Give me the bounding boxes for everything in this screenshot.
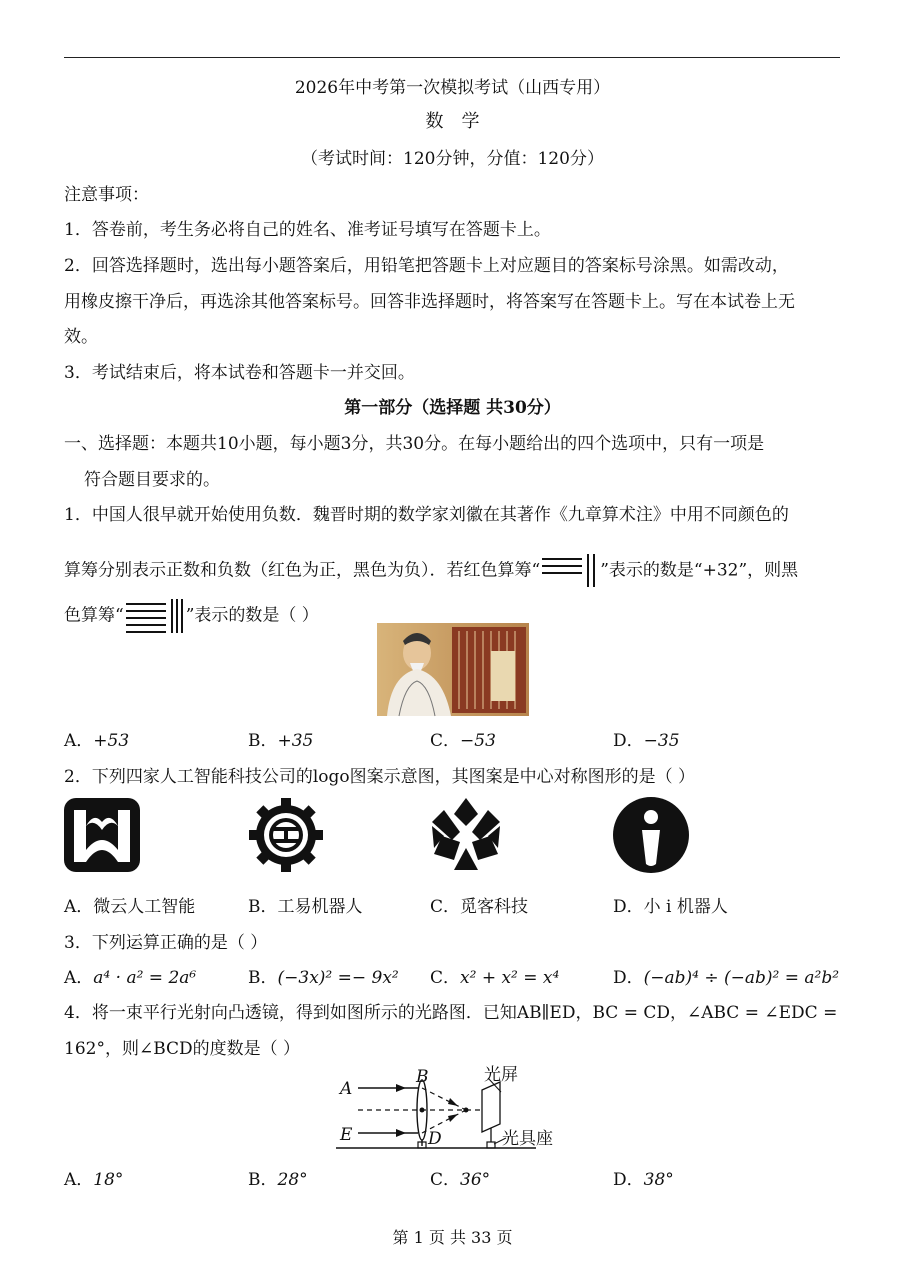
option-value: 小 i 机器人 [643,897,728,917]
q1-stem-line-3a: 色算筹“ [64,605,124,626]
option-letter: D． [613,968,644,988]
q3-stem: 3．下列运算正确的是（ ） [64,933,268,953]
q4-option-b[interactable] [248,1165,308,1190]
option-value: x² + x² = x⁴ [460,968,560,988]
q1-stem-line-2b: ”表示的数是“+32”，则黑 [600,560,799,581]
red-rods-icon [540,553,600,589]
q2-option-b[interactable] [248,892,363,917]
option-letter: A． [64,968,94,988]
option-letter: B． [248,897,278,917]
weiyun-logo-icon [64,798,140,872]
part1-heading: 第一部分（选择题 共30分） [344,398,561,418]
q1-option-a[interactable] [64,726,129,751]
liu-hui-portrait [377,623,529,716]
option-letter: B． [248,731,278,751]
label-a: A [340,1079,353,1099]
mike-logo-icon [430,796,502,872]
q2-stem: 2．下列四家人工智能科技公司的logo图案示意图，其图案是中心对称图形的是（ ） [64,767,696,787]
note-2-line-3: 效。 [64,327,98,347]
q1-stem-line-2 [64,553,798,589]
option-value: −35 [643,731,680,751]
label-d: D [428,1129,442,1149]
option-value: 微云人工智能 [93,897,196,917]
note-3: 3．考试结束后，将本试卷和答题卡一并交回。 [64,363,415,383]
option-letter: D． [613,731,644,751]
option-letter: A． [64,731,94,751]
option-value: −53 [460,731,496,751]
option-value: 工易机器人 [277,897,363,917]
label-b: B [416,1067,429,1087]
exam-title: 2026年中考第一次模拟考试（山西专用） [294,78,611,98]
q1-option-b[interactable] [248,726,313,751]
option-letter: C． [430,731,461,751]
note-2-line-1: 2．回答选择题时，选出每小题答案后，用铅笔把答题卡上对应题目的答案标号涂黑。如需改动， [64,256,789,276]
part1-intro-line-2: 符合题目要求的。 [84,470,220,490]
q1-stem-line-3 [64,598,319,634]
q4-option-a[interactable] [64,1165,123,1190]
label-screen: 光屏 [484,1065,518,1085]
option-value: +53 [93,731,130,751]
option-letter: C． [430,968,461,988]
q2-option-d[interactable] [613,892,728,917]
label-bench: 光具座 [502,1129,553,1149]
notes-heading: 注意事项： [64,185,149,205]
option-value: (−ab)⁴ ÷ (−ab)² = a²b² [643,968,840,988]
gongyi-logo-icon [247,796,325,874]
option-value: 18° [93,1170,124,1190]
q1-stem-line-3b: ”表示的数是（ ） [185,605,319,626]
q3-option-c[interactable] [430,963,559,988]
q1-option-c[interactable] [430,726,496,751]
q3-option-b[interactable] [248,963,399,988]
black-rods-icon [124,598,186,634]
page-footer: 第 1 页 共 33 页 [392,1228,513,1247]
q4-stem-line-2: 162°，则∠BCD的度数是（ ） [64,1039,301,1059]
option-value: 觅客科技 [460,897,529,917]
q1-stem-line-2a: 算筹分别表示正数和负数（红色为正，黑色为负）．若红色算筹“ [64,560,541,581]
q4-option-c[interactable] [430,1165,490,1190]
part1-intro-line-1: 一、选择题：本题共10小题，每小题3分，共30分。在每小题给出的四个选项中，只有一项是 [64,434,765,454]
note-1: 1．答卷前，考生务必将自己的姓名、准考证号填写在答题卡上。 [64,220,551,240]
light-screen [482,1082,500,1132]
q2-option-a[interactable] [64,892,195,917]
subject-title: 数 学 [425,111,480,132]
option-value: 28° [277,1170,308,1190]
option-value: +35 [277,731,314,751]
option-letter: C． [430,897,461,917]
option-letter: C． [430,1170,461,1190]
optics-figure [336,1064,576,1156]
option-value: (−3x)² =− 9x² [277,968,399,988]
option-letter: D． [613,1170,644,1190]
q3-option-d[interactable] [613,963,839,988]
option-value: 38° [643,1170,674,1190]
option-letter: A． [64,1170,94,1190]
option-value: a⁴ · a² = 2a⁶ [93,968,197,988]
option-letter: B． [248,1170,278,1190]
label-e: E [340,1125,353,1145]
note-2-line-2: 用橡皮擦干净后，再选涂其他答案标号。回答非选择题时，将答案写在答题卡上。写在本试卷上无 [64,292,795,312]
q2-option-c[interactable] [430,892,528,917]
q1-stem-line-1: 1．中国人很早就开始使用负数．魏晋时期的数学家刘徽在其著作《九章算术注》中用不同颜色的 [64,505,789,525]
q3-option-a[interactable] [64,963,196,988]
option-letter: D． [613,897,644,917]
option-letter: A． [64,897,94,917]
exam-info: （考试时间：120分钟，分值：120分） [301,149,604,169]
xiaoi-logo-icon [612,796,690,874]
q1-option-d[interactable] [613,726,680,751]
q4-stem-line-1: 4．将一束平行光射向凸透镜，得到如图所示的光路图．已知AB∥ED，BC = CD，∠ABC = ∠EDC = [64,1003,838,1023]
option-letter: B． [248,968,278,988]
option-value: 36° [460,1170,491,1190]
top-rule [64,57,840,58]
q4-option-d[interactable] [613,1165,674,1190]
